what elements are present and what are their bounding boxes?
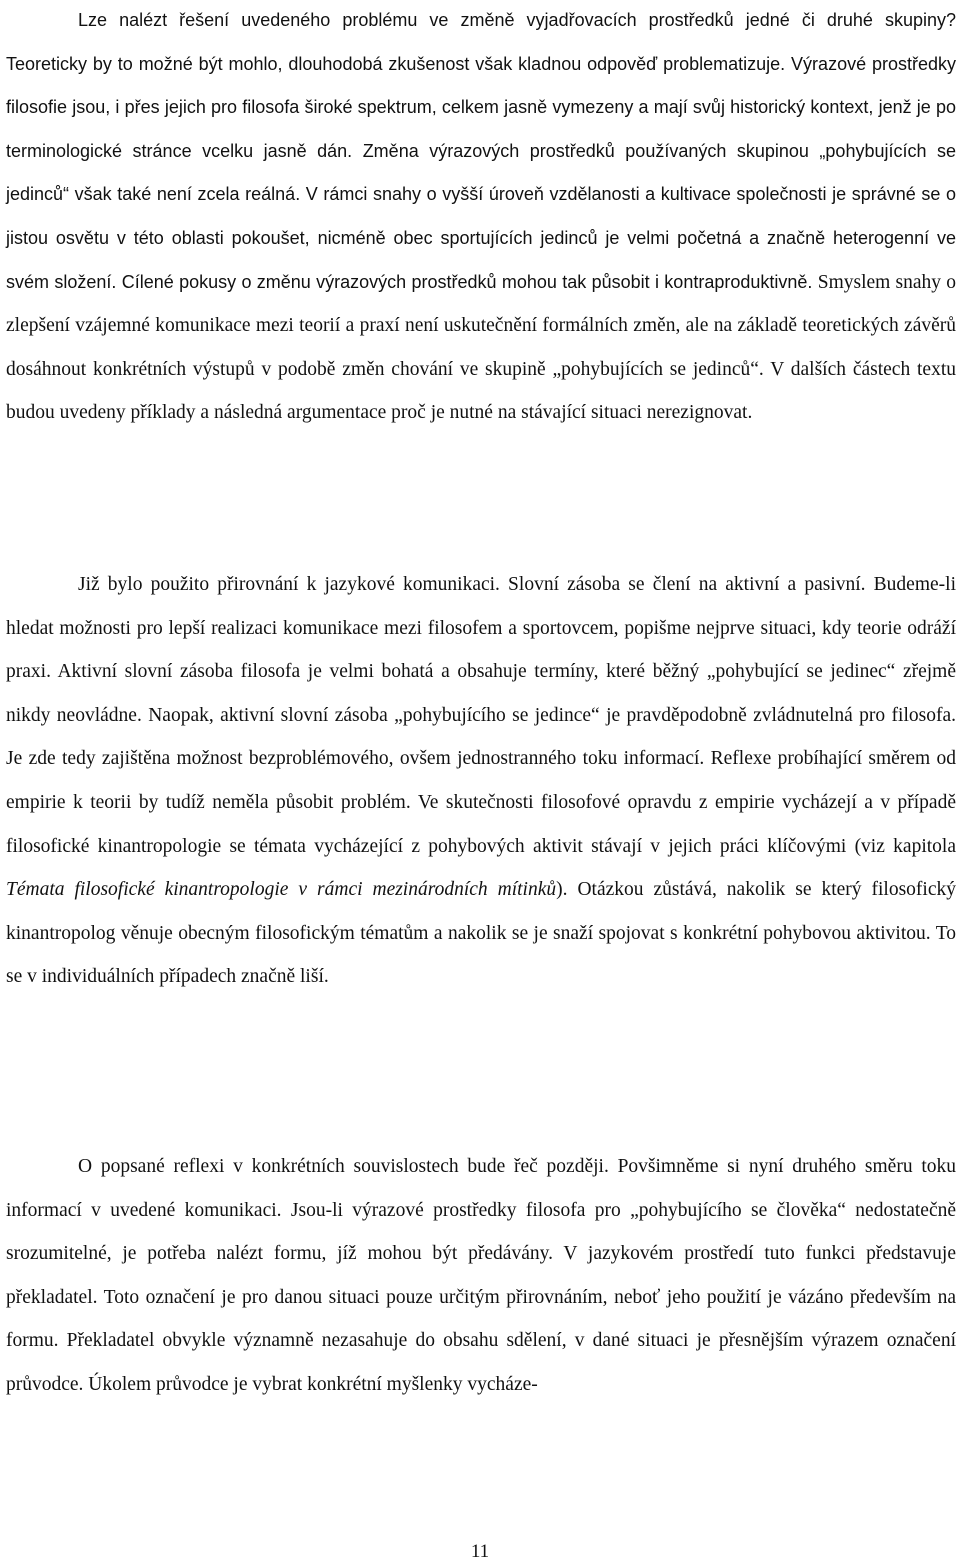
paragraph-1 <box>6 0 956 435</box>
paragraph-1-sentence-group-2: V rámci snahy o vyšší úroveň vzdělanosti a kultivace společnosti je správné se o jistou osvětu v této oblasti pokoušet, nicméně obec sportujících jedinců je velmi početná a značně heterogenní ve svém složení. Cílené pokusy o změnu výrazových prostředků mohou tak působit i kontraproduktivně. <box>6 184 956 292</box>
paragraph-1-sentence-group-3: Smyslem snahy o zlepšení vzájemné komunikace mezi teorií a praxí není uskutečnění formálních změn, ale na základě teoretických závěrů dosáhnout konkrétních výstupů v podobě změn chování ve skupině „pohybujících se jedinců“. V dalších částech textu budou uvedeny příklady a následná argumentace proč je nutné na stávající situaci nerezignovat. <box>6 271 956 424</box>
paragraph-2 <box>6 563 956 999</box>
page-number: 11 <box>470 1541 490 1562</box>
paragraph-2-text-b: ). Otázkou zůstává, nakolik se který filosofický kinantropolog věnuje obecným filosofickým tématům a nakolik se je snaží spojovat s konkrétní pohybovou aktivitou. To se v individuálních případech značně liší. <box>6 879 956 988</box>
paragraph-3-text: O popsané reflexi v konkrétních souvislostech bude řeč později. Povšimněme si nyní druhého směru toku informací v uvedené komunikaci. Jsou-li výrazové prostředky filosofa pro „pohybujícího se člověka“ nedostatečně srozumitelné, je potřeba nalézt formu, jíž mohou být předávány. V jazykovém prostředí tuto funkci představuje překladatel. Toto označení je pro danou situaci pouze určitým přirovnáním, neboť jeho použití je vázáno především na formu. Překladatel obvykle významně nezasahuje do obsahu sdělení, v dané situaci je přesnějším výrazem označení průvodce. Úkolem průvodce je vybrat konkrétní myšlenky vycháze- <box>6 1156 956 1395</box>
paragraph-1-sentence-group-1: Lze nalézt řešení uvedeného problému ve změně vyjadřovacích prostředků jedné či druhé skupiny? Teoreticky by to možné být mohlo, dlouhodobá zkušenost však kladnou odpověď problematizuje. Výrazové prostředky filosofie jsou, i přes jejich pro filosofa široké spektrum, celkem jasně vymezeny a mají svůj historický kontext, jenž je po terminologické stránce vcelku jasně dán. Změna výrazových prostředků používaných skupinou „pohybujících se jedinců“ však také není zcela reálná. <box>6 10 956 205</box>
chapter-reference-italic: Témata filosofické kinantropologie v rámci mezinárodních mítinků <box>6 879 557 901</box>
paragraph-3 <box>6 1145 956 1407</box>
paragraph-2-text-a: Již bylo použito přirovnání k jazykové komunikaci. Slovní zásoba se člení na aktivní a pasivní. Budeme-li hledat možnosti pro lepší realizaci komunikace mezi filosofem a sportovcem, popišme nejprve situaci, kdy teorie odráží praxi. Aktivní slovní zásoba filosofa je velmi bohatá a obsahuje termíny, které běžný „pohybující se jedinec“ zřejmě nikdy neovládne. Naopak, aktivní slovní zásoba „pohybujícího se jedince“ je pravděpodobně zvládnutelná pro filosofa. Je zde tedy zajištěna možnost bezproblémového, ovšem jednostranného toku informací. Reflexe probíhající směrem od empirie k teorii by tudíž neměla působit problém. Ve skutečnosti filosofové opravdu z empirie vycházejí a v případě filosofické kinantropologie se témata vycházející z pohybových aktivit stávají v jejich práci klíčovými (viz kapitola <box>6 574 956 857</box>
